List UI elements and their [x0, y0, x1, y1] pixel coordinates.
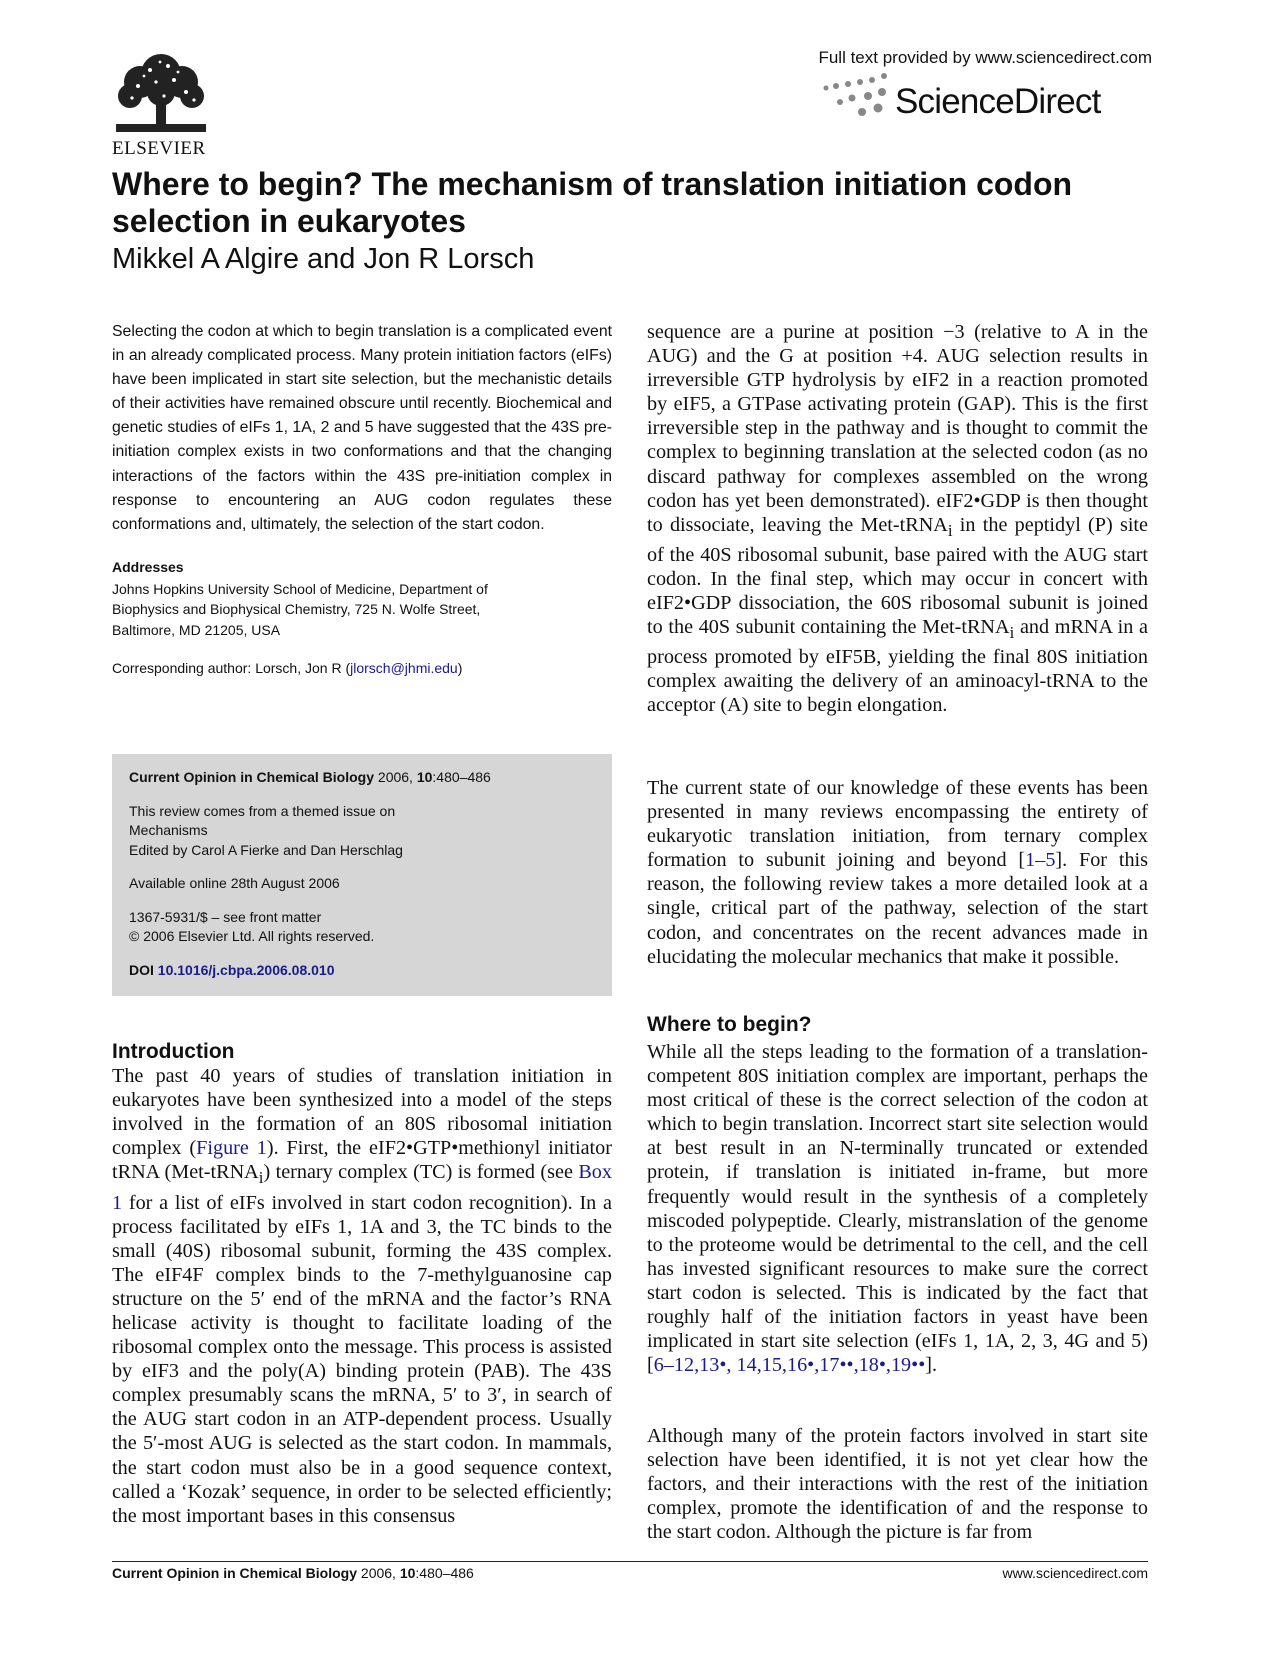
publisher-name: ELSEVIER — [112, 138, 206, 159]
infobox-available: Available online 28th August 2006 — [129, 875, 340, 891]
introduction-paragraph — [112, 1064, 612, 1528]
article-title: Where to begin? The mechanism of translation initiation codon selection in eukaryotes — [112, 166, 1073, 239]
right-paragraph-1 — [647, 320, 1148, 718]
body-text: While all the steps leading to the formation of a translation-competent 80S initiation complex are important, perhaps the most critical of these is the correct selection of the codon at which to begin translation. Incorrect start site selection would at best result in an N-terminally truncated or extended protein, if translation is initiated in-frame, but more frequently would result in the synthesis of a completely miscoded polypeptide. Clearly, mistranslation of the genome to the proteome would be detrimental to the cell, and the cell has invested significant resources to make sure the correct start codon is selected. This is indicated by the fact that roughly half of the initiation factors in yeast have been implicated in start site selection (eIFs 1, 1A, 2, 3, 4G and 5) [ — [647, 1041, 1148, 1377]
infobox-theme-line: This review comes from a themed issue on — [129, 802, 396, 819]
where-to-begin-section — [647, 1012, 1148, 1038]
body-text: ]. For this reason, the following review takes a more detailed look at a single, critical part of the pathway, selection of the start codon, and concentrates on the recent advances made in elucidating the molecular mechanics that make it possible. — [647, 849, 1149, 968]
corresponding-author — [112, 658, 612, 678]
infobox-theme — [129, 802, 595, 861]
article-authors: Mikkel A Algire and Jon R Lorsch — [112, 243, 535, 275]
doi-link[interactable]: 10.1016/j.cbpa.2006.08.010 — [157, 961, 335, 978]
body-text: ]. — [925, 1354, 938, 1377]
footer-citation — [112, 1565, 474, 1581]
infobox-doi — [129, 961, 595, 981]
figure-1-link[interactable]: Figure 1 — [196, 1137, 267, 1160]
body-text: The current state of our knowledge of these events has been presented in many reviews encompassing the entirety of eukaryotic translation initiation, from ternary complex formation to subunit joining and beyond [ — [647, 777, 1148, 872]
introduction-heading: Introduction — [112, 1040, 235, 1063]
infobox-editors: Edited by Carol A Fierke and Dan Herschlag — [129, 841, 403, 858]
address-line: Johns Hopkins University School of Medicine, Department of — [112, 580, 488, 597]
right-paragraph-4 — [647, 1424, 1148, 1544]
infobox-copyright: © 2006 Elsevier Ltd. All rights reserved. — [129, 928, 375, 944]
abstract: Selecting the codon at which to begin translation is a complicated event in an already complicated process. Many protein initiation factors (eIFs) have been implicated in start site selection, but the mechanistic details of their activities have remained obscure until recently. Biochemical and genetic studies of eIFs 1, 1A, 2 and 5 have suggested that the 43S pre-initiation complex exists in two conformations and that the changing interactions of the factors within the 43S pre-initiation complex in response to encountering an AUG codon regulates these conformations and, ultimately, the selection of the start codon. — [112, 323, 612, 533]
infobox-citation — [129, 768, 595, 788]
infobox-journal: Current Opinion in Chemical Biology — [129, 769, 375, 785]
infobox-year: 2006, — [377, 769, 413, 785]
reference-links[interactable]: 6–12,13•, 14,15,16•,17••,18•,19•• — [653, 1354, 926, 1377]
intro-text: ) ternary complex (TC) is formed (see — [263, 1161, 579, 1184]
intro-text: ). First, the eIF2•GTP•methionyl initiator tRNA (Met-tRNA — [112, 1137, 612, 1184]
introduction-body — [112, 1064, 612, 1528]
infobox-theme-name: Mechanisms — [129, 822, 208, 838]
body-paragraph: Although many of the protein factors involved in start site selection have been identified, it is not yet clear how the factors, and their interactions with the rest of the initiation complex, promote the identification of and the response to the start codon. Although the picture is far from — [647, 1425, 1148, 1544]
footer-divider — [112, 1561, 1148, 1562]
footer-pages: :480–486 — [415, 1565, 474, 1581]
address-line: Biophysics and Biophysical Chemistry, 725 N. Wolfe Street, — [112, 601, 481, 618]
body-text: in the peptidyl (P) site of the 40S ribosomal subunit, base paired with the AUG start codon. In the final step, which may occur in concert with eIF2•GDP dissociation, the 60S ribosomal subunit is joined to the 40S subunit containing the Met-tRNA — [647, 513, 1148, 639]
infobox-issn: 1367-5931/$ – see front matter — [129, 908, 322, 925]
left-column-front-matter — [112, 320, 612, 678]
infobox-rights — [129, 908, 595, 947]
box-1-link[interactable]: Box 1 — [112, 1161, 612, 1214]
subscript-i: i — [258, 1168, 264, 1188]
corresponding-author-label: Corresponding author: Lorsch, Jon R ( — [112, 660, 351, 677]
body-text: and mRNA in a process promoted by eIF5B, yielding the final 80S initiation complex awaiting the delivery of an aminoacyl-tRNA to the acceptor (A) site to begin elongation. — [647, 616, 1148, 717]
body-paragraph — [647, 776, 1148, 969]
right-paragraph-2 — [647, 776, 1148, 969]
subscript-i: i — [1009, 623, 1015, 643]
corresponding-email-link[interactable]: jlorsch@jhmi.edu — [350, 660, 458, 677]
address-line: Baltimore, MD 21205, USA — [112, 621, 281, 638]
doi-label: DOI — [129, 961, 154, 978]
intro-text: The past 40 years of studies of translation initiation in eukaryotes have been synthesized into a model of the steps involved in the formation of an 80S ribosomal initiation complex ( — [112, 1065, 612, 1160]
sciencedirect-dots-icon — [822, 70, 898, 120]
journal-info-box — [112, 754, 612, 996]
right-paragraph-3 — [647, 1040, 1148, 1377]
sciencedirect-wordmark: ScienceDirect — [895, 82, 1101, 121]
full-text-notice: Full text provided by www.sciencedirect.com — [818, 48, 1152, 67]
footer-website: www.sciencedirect.com — [1002, 1565, 1148, 1581]
body-text: sequence are a purine at position −3 (relative to A in the AUG) and the G at position +4. AUG selection results in irreversible GTP hydrolysis by eIF2 in a reaction promoted by eIF5, a GTPase activating protein (GAP). This is the first irreversible step in the pathway and is thought to commit the complex to beginning translation at the selected codon (as no discard pathway for complexes assembled on the wrong codon has yet been demonstrated). eIF2•GDP is then thought to dissociate, leaving the Met-tRNA — [647, 321, 1148, 536]
infobox-pages: :480–486 — [432, 769, 491, 785]
reference-link[interactable]: 1–5 — [1025, 849, 1056, 872]
corresponding-author-close: ) — [457, 660, 463, 677]
body-paragraph — [647, 1040, 1148, 1377]
subscript-i: i — [947, 520, 953, 540]
footer-volume: 10 — [399, 1565, 416, 1581]
section-heading: Where to begin? — [647, 1013, 812, 1036]
footer-journal: Current Opinion in Chemical Biology — [112, 1565, 358, 1581]
infobox-volume: 10 — [416, 769, 433, 785]
footer-year: 2006, — [360, 1565, 396, 1581]
body-paragraph — [647, 320, 1148, 718]
intro-text: for a list of eIFs involved in start codon recognition). In a process facilitated by eIFs 1, 1A and 3, the TC binds to the small (40S) ribosomal subunit, forming the 43S complex. The eIF4F complex binds to the 7-methylguanosine cap structure on the 5′ end of the mRNA and the factor’s RNA helicase activity is thought to facilitate loading of the ribosomal complex onto the message. This process is assisted by eIF3 and the poly(A) binding protein (PAB). The 43S complex presumably scans the mRNA, 5′ to 3′, in search of the AUG start codon in an ATP-dependent process. Usually the 5′-most AUG is selected as the start codon. In mammals, the start codon must also be in a good sequence context, called a ‘Kozak’ sequence, in order to be selected efficiently; the most important bases in this consensus — [112, 1191, 612, 1527]
addresses-heading: Addresses — [112, 558, 184, 575]
